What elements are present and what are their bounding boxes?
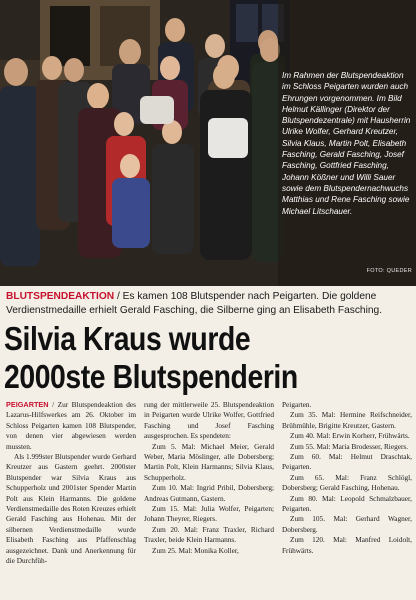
article-paragraph: Zum 65. Mal: Franz Schlögl, Dobersberg; Gerald Fasching, Hohenau.	[282, 472, 412, 493]
article-paragraph: Zum 105. Mal: Gerhard Wagner, Dobersberg.	[282, 514, 412, 534]
article-column-3	[282, 400, 412, 598]
article-headline	[4, 320, 357, 396]
photo-caption: Im Rahmen der Blutspendeaktion im Schloss Peigarten wurden auch Ehrungen vorgenommen. Im Bild Helmut Källinger (Direktor der Blutspendezentrale) mit Hausherrin Ulrike Wolfer, Gerhard Kreutzer, Silvia Klaus, Martin Polt, Elisabeth Fasching, Gerald Fasching, Josef Fasching, Gottfried Fasching, Johann Kößner und Willi Sauer sowie dem Blutspendernachwuchs Matthias und Rene Fasching sowie Michael Litschauer.	[282, 71, 411, 216]
article-paragraph: Als 1.999ster Blutspender wurde Gerhard Kreutzer aus Gastern geehrt. 2000ster Blutspender war Silvia Kraus aus Schupperholz und 2001ster Spender Martin Polt aus Klein Harmanns. Die goldene Verdienstmedaille des Roten Kreuzes erhielt Gerald Fasching aus Hohenau. Mit der silbernen Verdienstmedaille wurde Elisabeth Fasching aus Pfaffenschlag ausgezeichnet. Dank und Anerkennung für die Durchfüh-	[6, 452, 136, 566]
article-paragraph: PEIGARTEN / Zur Blutspendeaktion des Lazarus-Hilfswerkes am 26. Oktober im Schloss Peigarten kamen 108 Blutspender, von denen vier abgewiesen werden mussten.	[6, 400, 136, 451]
article-paragraph: Zum 80. Mal: Leopold Schmalzbauer, Peigarten.	[282, 493, 412, 514]
kicker-tag: BLUTSPENDEAKTION	[6, 291, 115, 302]
article-paragraph: Zum 10. Mal: Ingrid Pribil, Dobersberg; Andreas Gutmann, Gastern.	[144, 483, 274, 503]
article-paragraph: Zum 55. Mal: Maria Brodesser, Riegers.	[290, 441, 409, 451]
kicker-text: / Es kamen 108 Blutspender nach Peigarten. Die goldene Verdienstmedaille erhielt Gerald Fasching, die Silberne ging an Elisabeth Fasching.	[6, 291, 383, 316]
article-dateline: PEIGARTEN	[6, 400, 49, 409]
article-paragraph: Zum 25. Mal: Monika Koller,	[152, 545, 239, 555]
article-body	[6, 400, 412, 598]
article-paragraph: Zum 35. Mal: Hermine Reifschneider, Brühmühle, Brigitte Kreutzer, Gastern.	[282, 410, 412, 430]
article-paragraph: Zum 120. Mal: Manfred Loidolt, Frühwärts.	[282, 535, 412, 555]
photo-credit: FOTO: QUEDER	[366, 268, 412, 274]
article-paragraph: Peigarten.	[282, 400, 312, 409]
article-paragraph: Zum 60. Mal: Helmut Draschtak, Peigarten.	[282, 452, 412, 472]
article-paragraph: Zum 20. Mal: Franz Traxler, Richard Traxler, beide Klein Harmanns.	[144, 524, 274, 545]
article-paragraph: Zum 5. Mal: Michael Meier, Gerald Weber, Maria Möslinger, alle Dobersberg; Martin Polt, Klein Harmanns; Silvia Klaus, Schupperholz.	[144, 441, 274, 482]
headline-line-1: Silvia Kraus wurde	[4, 320, 251, 357]
article-column-2	[144, 400, 274, 598]
article-paragraph: Zum 40. Mal: Erwin Korherr, Frühwärts.	[290, 431, 410, 441]
article-kicker	[6, 290, 412, 317]
headline-line-2: 2000ste Blutspenderin	[4, 358, 298, 395]
group-photo	[0, 0, 416, 286]
article-column-1	[6, 400, 136, 598]
article-paragraph: rung der mittlerweile 25. Blutspendeaktion in Peigarten wurde Ulrike Wolfer, Gottfried Fasching und Josef Fasching ausgesprochen. Es spendeten:	[144, 400, 274, 441]
article-paragraph: Zum 15. Mal: Julia Wolfer, Peigarten; Johann Theyrer, Riegers.	[144, 504, 274, 524]
